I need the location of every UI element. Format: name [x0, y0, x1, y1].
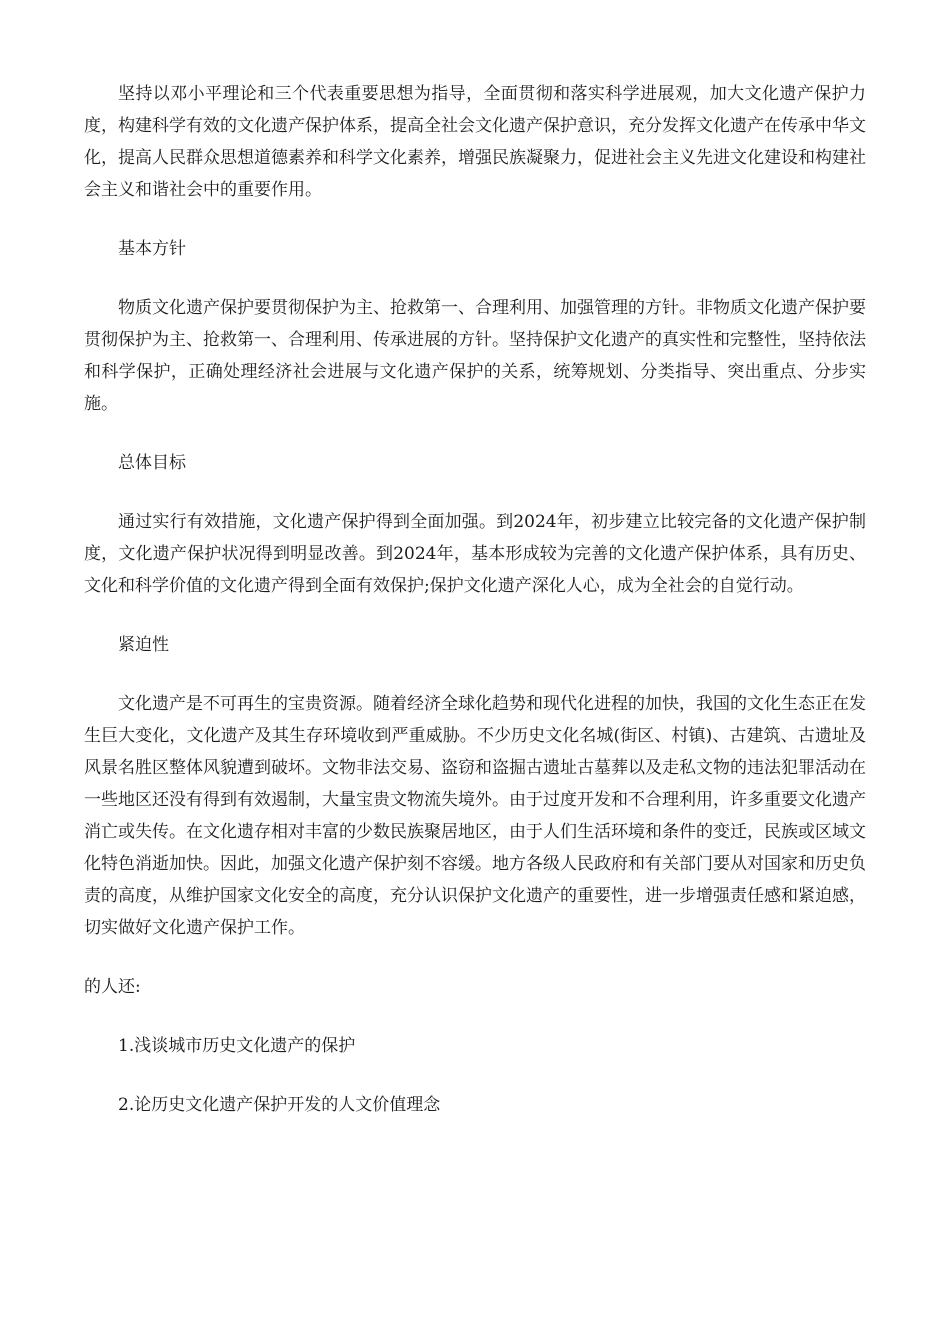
related-lead: 的人还: [84, 977, 141, 997]
paragraph-basic-policy: 物质文化遗产保护要贯彻保护为主、抢救第一、合理利用、加强管理的方针。非物质文化遗产保护要贯彻保护为主、抢救第一、合理利用、传承进展的方针。坚持保护文化遗产的真实性和完整性，坚持依法和科学保护，正确处理经济社会进展与文化遗产保护的关系，统筹规划、分类指导、突出重点、分步实施。 [84, 298, 866, 414]
related-link-1[interactable]: 1.浅谈城市历史文化遗产的保护 [118, 1036, 356, 1056]
heading-overall-goal: 总体目标 [118, 453, 186, 473]
heading-basic-policy: 基本方针 [118, 239, 186, 259]
paragraph-guiding-principle: 坚持以邓小平理论和三个代表重要思想为指导，全面贯彻和落实科学进展观，加大文化遗产保护力度，构建科学有效的文化遗产保护体系，提高全社会文化遗产保护意识，充分发挥文化遗产在传承中华文化，提高人民群众思想道德素养和科学文化素养，增强民族凝聚力，促进社会主义先进文化建设和构建社会主义和谐社会中的重要作用。 [84, 84, 866, 200]
heading-urgency: 紧迫性 [118, 635, 169, 655]
related-list [84, 1030, 866, 1121]
paragraph-overall-goal: 通过实行有效措施，文化遗产保护得到全面加强。到2024年，初步建立比较完备的文化遗产保护制度，文化遗产保护状况得到明显改善。到2024年，基本形成较为完善的文化遗产保护体系，具有历史、文化和科学价值的文化遗产得到全面有效保护;保护文化遗产深化人心，成为全社会的自觉行动。 [84, 512, 866, 596]
paragraph-urgency: 文化遗产是不可再生的宝贵资源。随着经济全球化趋势和现代化进程的加快，我国的文化生态正在发生巨大变化，文化遗产及其生存环境收到严重威胁。不少历史文化名城(街区、村镇)、古建筑、古遗址及风景名胜区整体风貌遭到破坏。文物非法交易、盗窃和盗掘古遗址古墓葬以及走私文物的违法犯罪活动在一些地区还没有得到有效遏制，大量宝贵文物流失境外。由于过度开发和不合理利用，许多重要文化遗产消亡或失传。在文化遗存相对丰富的少数民族聚居地区，由于人们生活环境和条件的变迁，民族或区域文化特色消逝加快。因此，加强文化遗产保护刻不容缓。地方各级人民政府和有关部门要从对国家和历史负责的高度，从维护国家文化安全的高度，充分认识保护文化遗产的重要性，进一步增强责任感和紧迫感，切实做好文化遗产保护工作。 [84, 694, 866, 938]
related-link-2[interactable]: 2.论历史文化遗产保护开发的人文价值理念 [118, 1095, 441, 1115]
